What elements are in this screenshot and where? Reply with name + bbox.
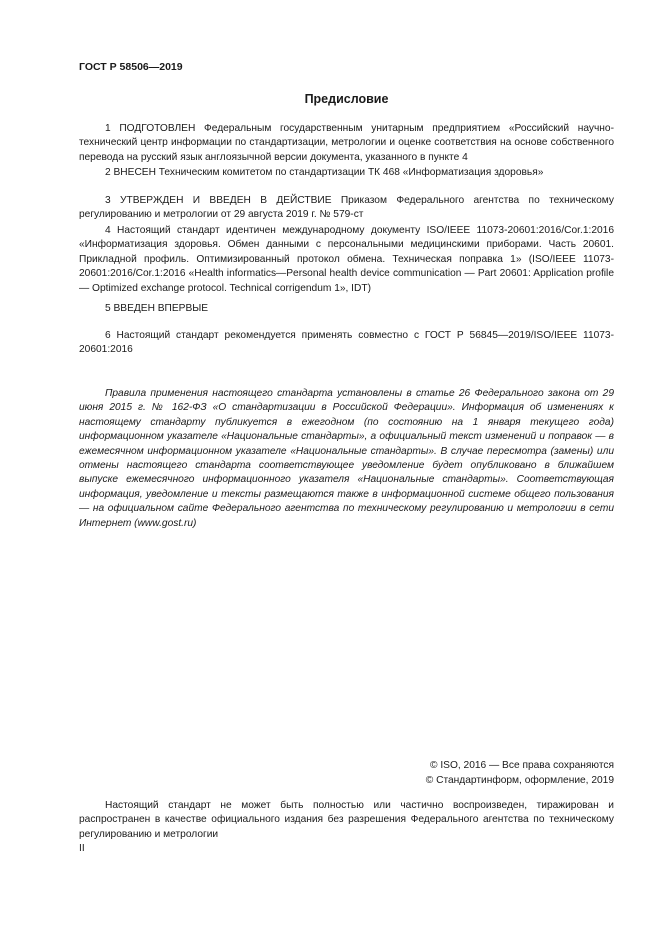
- copyright-iso: © ISO, 2016 — Все права сохраняются: [430, 760, 614, 771]
- foreword-item-3: 3 УТВЕРЖДЕН И ВВЕДЕН В ДЕЙСТВИЕ Приказом Федерального агентства по техническому регулированию и метрологии от 29 августа 2019 г. № 579-ст: [79, 195, 614, 221]
- reproduction-notice: Настоящий стандарт не может быть полностью или частично воспроизведен, тиражирован и распространен в качестве официального издания без разрешения Федерального агентства по техническому регулированию и метрологии: [79, 800, 614, 840]
- copyright-standartinform: © Стандартинформ, оформление, 2019: [425, 775, 614, 786]
- foreword-item-1: 1 ПОДГОТОВЛЕН Федеральным государственным унитарным предприятием «Российский научно-технический центр информации по стандартизации, метрологии и оценке соответствия на основе собственного перевода на русский язык англоязычной версии документа, указанного в пункте 4: [79, 123, 614, 163]
- page-number: II: [79, 843, 85, 854]
- document-header-id: ГОСТ Р 58506—2019: [79, 61, 183, 73]
- foreword-item-5: 5 ВВЕДЕН ВПЕРВЫЕ: [105, 303, 209, 314]
- page-title: Предисловие: [304, 92, 389, 106]
- foreword-item-4: 4 Настоящий стандарт идентичен международному документу ISO/IEEE 11073-20601:2016/Cor.1:2016 «Информатизация здоровья. Обмен данными с персональными медицинскими приборами. Часть 20601. Прикладной профиль. Оптимизированный протокол обмена. Техническая поправка 1» (ISO/IEEE 11073-20601:2016/Cor.1:2016 «Health informatics—Personal health device communication — Part 20601: Application profile — Optimized exchange protocol. Technical corrigendum 1», IDT): [79, 225, 614, 294]
- application-rules-notice: Правила применения настоящего стандарта установлены в статье 26 Федерального закона от 29 июня 2015 г. № 162-ФЗ «О стандартизации в Российской Федерации». Информация об изменениях к настоящему стандарту публикуется в ежегодном (по состоянию на 1 января текущего года) информационном указателе «Национальные стандарты», а официальный текст изменений и поправок — в ежемесячном информационном указателе «Национальные стандарты». В случае пересмотра (замены) или отмены настоящего стандарта соответствующее уведомление будет опубликовано в ближайшем выпуске ежемесячного информационного указателя «Национальные стандарты». Соответствующая информация, уведомление и тексты размещаются также в информационной системе общего пользования — на официальном сайте Федерального агентства по техническому регулированию и метрологии в сети Интернет (www.gost.ru): [79, 388, 614, 529]
- foreword-item-6: 6 Настоящий стандарт рекомендуется применять совместно с ГОСТ Р 56845—2019/ISO/IEEE 11073-20601:2016: [79, 330, 614, 356]
- foreword-item-2: 2 ВНЕСЕН Техническим комитетом по стандартизации ТК 468 «Информатизация здоровья»: [105, 167, 544, 178]
